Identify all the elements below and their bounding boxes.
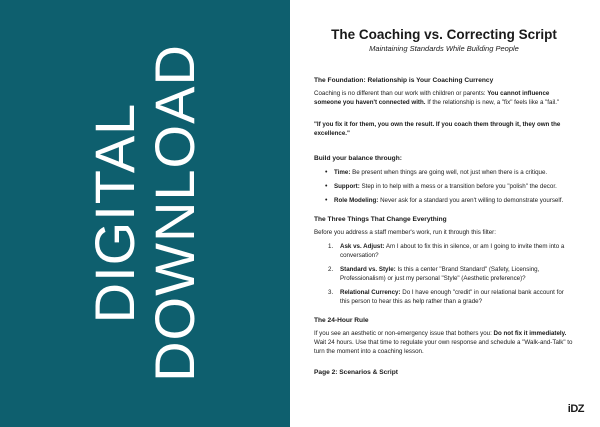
item-text: Is this a center "Brand Standard" (Safety, Licensing, Professionalism) or just my personal "Style" (Aesthetic preference)? xyxy=(340,266,540,282)
item-text: Never ask for a standard you aren't willing to demonstrate yourself. xyxy=(378,197,564,204)
page-subtitle: Maintaining Standards While Building People xyxy=(369,44,519,53)
item-number: 2. xyxy=(328,266,334,273)
item-label: Role Modeling: xyxy=(334,197,379,204)
balance-heading: Build your balance through: xyxy=(314,155,402,162)
document-page xyxy=(290,0,600,427)
balance-list xyxy=(328,168,574,205)
item-text: Be present when things are going well, not just when there is a critique. xyxy=(350,169,548,176)
item-label: Ask vs. Adjust: xyxy=(340,243,385,250)
cover-line-1: DIGITAL xyxy=(83,102,146,324)
filter-list xyxy=(328,242,574,306)
rule-text xyxy=(314,329,574,356)
item-label: Support: xyxy=(334,183,360,190)
item-text: Do I have enough "credit" in our relational bank account for this person to hear this as help rather than a grade? xyxy=(340,289,564,305)
rule-heading: The 24-Hour Rule xyxy=(314,317,369,324)
page-title: The Coaching vs. Correcting Script xyxy=(331,27,557,42)
foundation-text-c: If the relationship is new, a "fix" feels like a "fail." xyxy=(425,99,560,106)
rule-text-b: Do not fix it immediately. xyxy=(493,330,567,337)
digital-download-label xyxy=(85,44,205,382)
item-label: Relational Currency: xyxy=(340,289,401,296)
item-number: 1. xyxy=(328,243,334,250)
list-item xyxy=(328,288,574,306)
key-quote: "If you fix it for them, you own the result. If you coach them through it, they own the excellence." xyxy=(314,121,561,137)
brand-logo: iDZ xyxy=(567,403,584,415)
three-things-heading: The Three Things That Change Everything xyxy=(314,216,447,223)
item-text: Step in to help with a mess or a transition before you "polish" the decor. xyxy=(359,183,557,190)
item-label: Standard vs. Style: xyxy=(340,266,396,273)
cover-line-2: DOWNLOAD xyxy=(143,44,206,382)
list-item xyxy=(328,196,574,205)
page-2-label: Page 2: Scenarios & Script xyxy=(314,369,398,376)
foundation-text-a: Coaching is no different than our work with children or parents: xyxy=(314,90,488,97)
rule-text-c: Wait 24 hours. Use that time to regulate your own response and schedule a "Walk-and-Talk" to turn the moment into a coaching lesson. xyxy=(314,339,573,355)
list-item xyxy=(328,242,574,260)
foundation-text-b: You cannot influence someone you haven't connected with. xyxy=(314,90,550,106)
foundation-heading: The Foundation: Relationship is Your Coaching Currency xyxy=(314,77,494,84)
foundation-text xyxy=(314,89,574,107)
list-item xyxy=(328,182,574,191)
cover-panel xyxy=(0,0,290,427)
item-number: 3. xyxy=(328,289,334,296)
three-things-intro: Before you address a staff member's work, run it through this filter: xyxy=(314,229,496,236)
list-item xyxy=(328,265,574,283)
item-label: Time: xyxy=(334,169,351,176)
item-text: Am I about to fix this in silence, or am I going to invite them into a conversation? xyxy=(340,243,565,259)
list-item xyxy=(328,168,574,177)
rule-text-a: If you see an aesthetic or non-emergency issue that bothers you: xyxy=(314,330,494,337)
